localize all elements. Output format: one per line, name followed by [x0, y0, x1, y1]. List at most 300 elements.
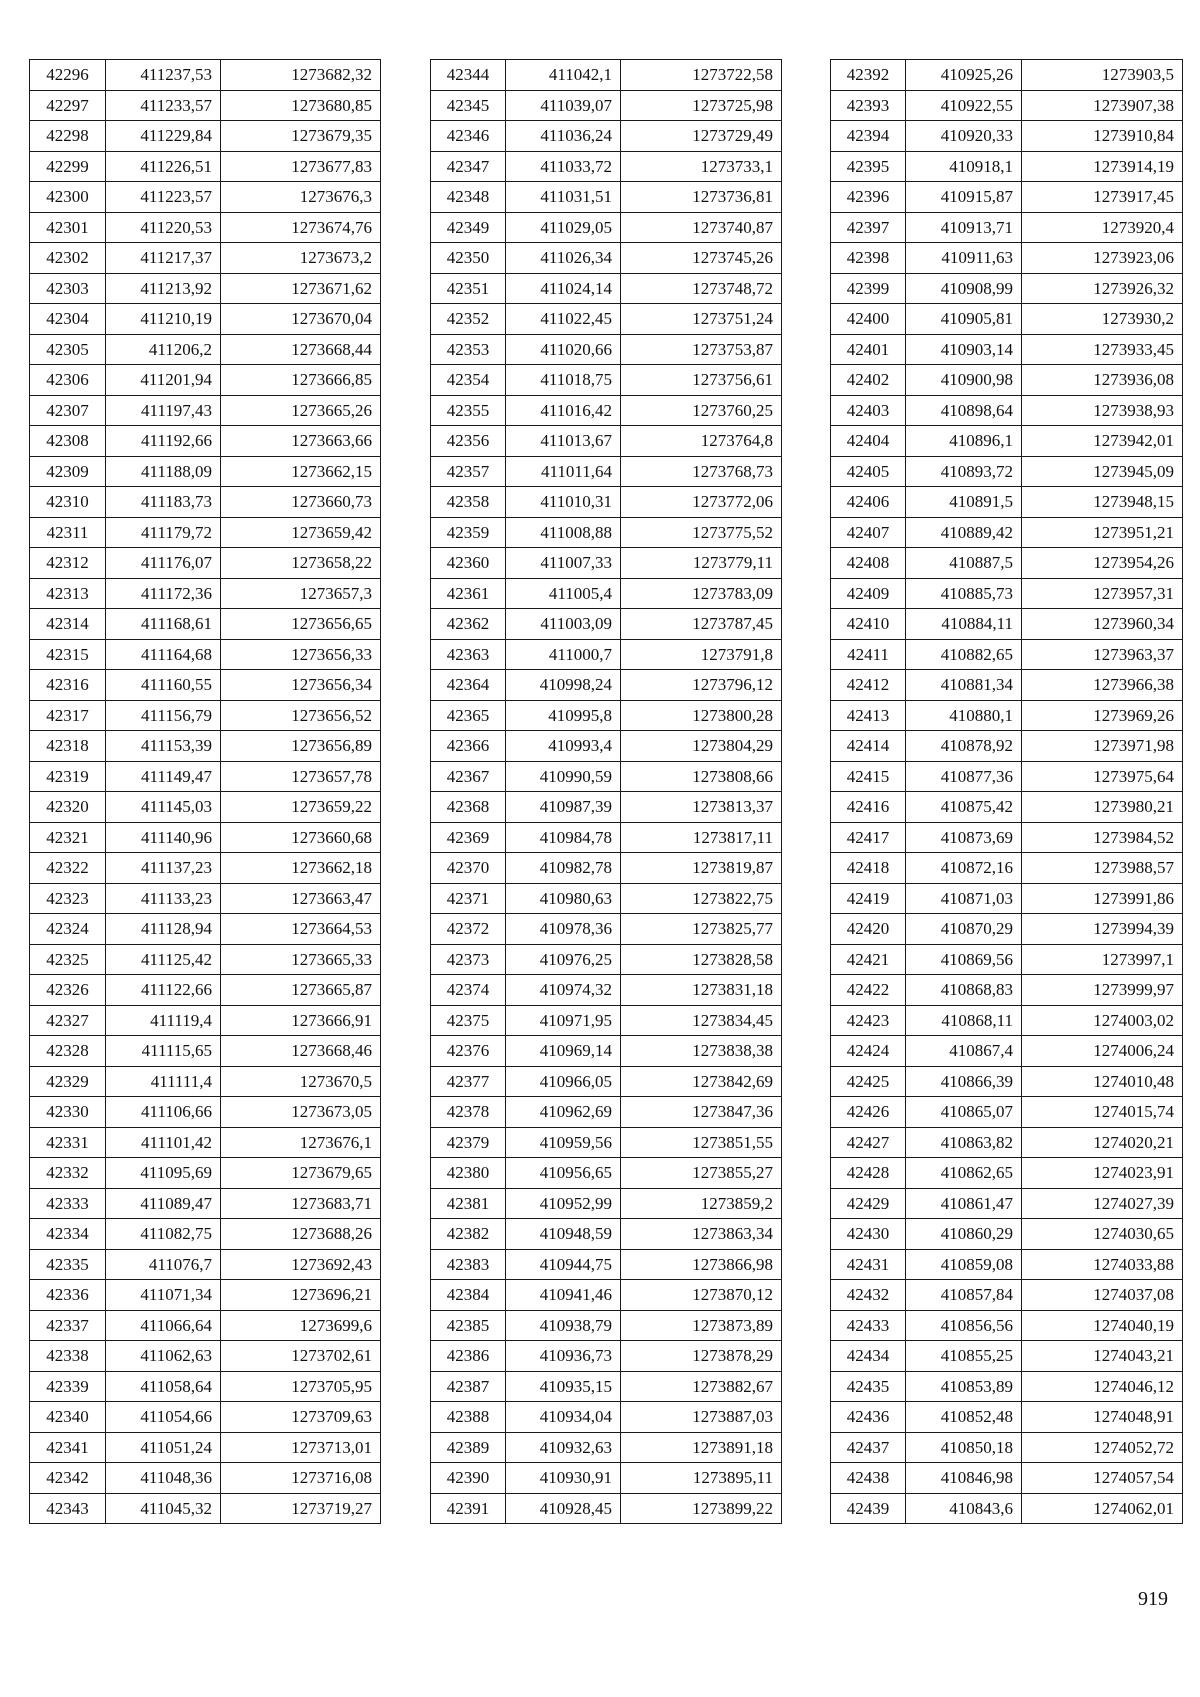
x-coordinate-cell: 411160,55: [106, 670, 221, 701]
y-coordinate-cell: 1273910,84: [1022, 121, 1183, 152]
point-number-cell: 42410: [831, 609, 906, 640]
point-number-cell: 42325: [30, 944, 106, 975]
point-number-cell: 42361: [431, 578, 506, 609]
point-number-cell: 42356: [431, 426, 506, 457]
x-coordinate-cell: 410974,32: [506, 975, 621, 1006]
x-coordinate-cell: 411197,43: [106, 395, 221, 426]
table-row: [831, 1097, 1183, 1128]
table-row: [30, 700, 381, 731]
x-coordinate-cell: 411119,4: [106, 1005, 221, 1036]
y-coordinate-cell: 1273736,81: [621, 182, 782, 213]
y-coordinate-cell: 1273971,98: [1022, 731, 1183, 762]
point-number-cell: 42327: [30, 1005, 106, 1036]
y-coordinate-cell: 1273817,11: [621, 822, 782, 853]
point-number-cell: 42387: [431, 1371, 506, 1402]
y-coordinate-cell: 1273891,18: [621, 1432, 782, 1463]
x-coordinate-cell: 410962,69: [506, 1097, 621, 1128]
y-coordinate-cell: 1273760,25: [621, 395, 782, 426]
table-row: [30, 1432, 381, 1463]
x-coordinate-cell: 411048,36: [106, 1463, 221, 1494]
point-number-cell: 42385: [431, 1310, 506, 1341]
table-row: [30, 548, 381, 579]
x-coordinate-cell: 411005,4: [506, 578, 621, 609]
table-row: [30, 1005, 381, 1036]
point-number-cell: 42397: [831, 212, 906, 243]
x-coordinate-cell: 410920,33: [906, 121, 1022, 152]
y-coordinate-cell: 1274033,88: [1022, 1249, 1183, 1280]
x-coordinate-cell: 410971,95: [506, 1005, 621, 1036]
y-coordinate-cell: 1274037,08: [1022, 1280, 1183, 1311]
point-number-cell: 42372: [431, 914, 506, 945]
table-row: [30, 1310, 381, 1341]
y-coordinate-cell: 1273674,76: [221, 212, 381, 243]
x-coordinate-cell: 411128,94: [106, 914, 221, 945]
table-row: [831, 883, 1183, 914]
point-number-cell: 42304: [30, 304, 106, 335]
point-number-cell: 42439: [831, 1493, 906, 1524]
table-row: [831, 1493, 1183, 1524]
point-number-cell: 42375: [431, 1005, 506, 1036]
x-coordinate-cell: 410859,08: [906, 1249, 1022, 1280]
y-coordinate-cell: 1273920,4: [1022, 212, 1183, 243]
table-row: [30, 243, 381, 274]
point-number-cell: 42303: [30, 273, 106, 304]
y-coordinate-cell: 1273923,06: [1022, 243, 1183, 274]
point-number-cell: 42398: [831, 243, 906, 274]
x-coordinate-cell: 410875,42: [906, 792, 1022, 823]
x-coordinate-cell: 410898,64: [906, 395, 1022, 426]
x-coordinate-cell: 410928,45: [506, 1493, 621, 1524]
x-coordinate-cell: 411007,33: [506, 548, 621, 579]
table-row: [431, 1158, 782, 1189]
point-number-cell: 42322: [30, 853, 106, 884]
point-number-cell: 42323: [30, 883, 106, 914]
point-number-cell: 42337: [30, 1310, 106, 1341]
page-number: 919: [1138, 1588, 1168, 1610]
x-coordinate-cell: 410846,98: [906, 1463, 1022, 1494]
point-number-cell: 42438: [831, 1463, 906, 1494]
table-row: [831, 1341, 1183, 1372]
table-row: [431, 731, 782, 762]
y-coordinate-cell: 1273772,06: [621, 487, 782, 518]
y-coordinate-cell: 1273847,36: [621, 1097, 782, 1128]
x-coordinate-cell: 410908,99: [906, 273, 1022, 304]
y-coordinate-cell: 1273677,83: [221, 151, 381, 182]
x-coordinate-cell: 410865,07: [906, 1097, 1022, 1128]
y-coordinate-cell: 1273679,65: [221, 1158, 381, 1189]
table-row: [431, 273, 782, 304]
point-number-cell: 42384: [431, 1280, 506, 1311]
point-number-cell: 42320: [30, 792, 106, 823]
x-coordinate-cell: 410956,65: [506, 1158, 621, 1189]
x-coordinate-cell: 410978,36: [506, 914, 621, 945]
table-row: [831, 1219, 1183, 1250]
point-number-cell: 42401: [831, 334, 906, 365]
table-row: [30, 1280, 381, 1311]
x-coordinate-cell: 411039,07: [506, 90, 621, 121]
x-coordinate-cell: 411011,64: [506, 456, 621, 487]
y-coordinate-cell: 1273870,12: [621, 1280, 782, 1311]
y-coordinate-cell: 1273851,55: [621, 1127, 782, 1158]
table-row: [30, 1219, 381, 1250]
table-row: [431, 1493, 782, 1524]
y-coordinate-cell: 1274040,19: [1022, 1310, 1183, 1341]
table-row: [431, 1402, 782, 1433]
y-coordinate-cell: 1273670,5: [221, 1066, 381, 1097]
point-number-cell: 42437: [831, 1432, 906, 1463]
y-coordinate-cell: 1273666,91: [221, 1005, 381, 1036]
x-coordinate-cell: 411164,68: [106, 639, 221, 670]
coordinate-table-body: [431, 60, 782, 1524]
y-coordinate-cell: 1273748,72: [621, 273, 782, 304]
y-coordinate-cell: 1273933,45: [1022, 334, 1183, 365]
y-coordinate-cell: 1273676,1: [221, 1127, 381, 1158]
x-coordinate-cell: 410891,5: [906, 487, 1022, 518]
point-number-cell: 42360: [431, 548, 506, 579]
table-row: [431, 60, 782, 91]
y-coordinate-cell: 1273791,8: [621, 639, 782, 670]
x-coordinate-cell: 411031,51: [506, 182, 621, 213]
table-row: [30, 212, 381, 243]
coordinate-table-body: [831, 60, 1183, 1524]
y-coordinate-cell: 1273813,37: [621, 792, 782, 823]
y-coordinate-cell: 1273702,61: [221, 1341, 381, 1372]
table-row: [30, 731, 381, 762]
point-number-cell: 42307: [30, 395, 106, 426]
table-row: [431, 975, 782, 1006]
table-row: [431, 304, 782, 335]
x-coordinate-cell: 410941,46: [506, 1280, 621, 1311]
y-coordinate-cell: 1273664,53: [221, 914, 381, 945]
y-coordinate-cell: 1273733,1: [621, 151, 782, 182]
y-coordinate-cell: 1274052,72: [1022, 1432, 1183, 1463]
point-number-cell: 42377: [431, 1066, 506, 1097]
x-coordinate-cell: 410925,26: [906, 60, 1022, 91]
y-coordinate-cell: 1273657,3: [221, 578, 381, 609]
y-coordinate-cell: 1273756,61: [621, 365, 782, 396]
y-coordinate-cell: 1273775,52: [621, 517, 782, 548]
point-number-cell: 42309: [30, 456, 106, 487]
x-coordinate-cell: 410918,1: [906, 151, 1022, 182]
point-number-cell: 42305: [30, 334, 106, 365]
table-row: [431, 1097, 782, 1128]
x-coordinate-cell: 411036,24: [506, 121, 621, 152]
x-coordinate-cell: 410867,4: [906, 1036, 1022, 1067]
y-coordinate-cell: 1273658,22: [221, 548, 381, 579]
table-row: [431, 700, 782, 731]
y-coordinate-cell: 1273682,32: [221, 60, 381, 91]
table-row: [831, 121, 1183, 152]
point-number-cell: 42400: [831, 304, 906, 335]
table-row: [431, 1005, 782, 1036]
x-coordinate-cell: 410896,1: [906, 426, 1022, 457]
x-coordinate-cell: 410944,75: [506, 1249, 621, 1280]
y-coordinate-cell: 1273705,95: [221, 1371, 381, 1402]
table-row: [431, 822, 782, 853]
point-number-cell: 42297: [30, 90, 106, 121]
x-coordinate-cell: 410868,11: [906, 1005, 1022, 1036]
table-row: [431, 1249, 782, 1280]
point-number-cell: 42424: [831, 1036, 906, 1067]
point-number-cell: 42354: [431, 365, 506, 396]
x-coordinate-cell: 410856,56: [906, 1310, 1022, 1341]
x-coordinate-cell: 411054,66: [106, 1402, 221, 1433]
table-row: [831, 182, 1183, 213]
y-coordinate-cell: 1273768,73: [621, 456, 782, 487]
point-number-cell: 42331: [30, 1127, 106, 1158]
point-number-cell: 42432: [831, 1280, 906, 1311]
point-number-cell: 42392: [831, 60, 906, 91]
table-row: [431, 365, 782, 396]
y-coordinate-cell: 1274057,54: [1022, 1463, 1183, 1494]
x-coordinate-cell: 410882,65: [906, 639, 1022, 670]
x-coordinate-cell: 411058,64: [106, 1371, 221, 1402]
x-coordinate-cell: 410998,24: [506, 670, 621, 701]
point-number-cell: 42359: [431, 517, 506, 548]
y-coordinate-cell: 1273834,45: [621, 1005, 782, 1036]
point-number-cell: 42366: [431, 731, 506, 762]
table-row: [431, 1219, 782, 1250]
point-number-cell: 42333: [30, 1188, 106, 1219]
y-coordinate-cell: 1273999,97: [1022, 975, 1183, 1006]
point-number-cell: 42386: [431, 1341, 506, 1372]
y-coordinate-cell: 1273665,26: [221, 395, 381, 426]
point-number-cell: 42414: [831, 731, 906, 762]
point-number-cell: 42314: [30, 609, 106, 640]
x-coordinate-cell: 410885,73: [906, 578, 1022, 609]
x-coordinate-cell: 410873,69: [906, 822, 1022, 853]
table-row: [30, 90, 381, 121]
point-number-cell: 42343: [30, 1493, 106, 1524]
point-number-cell: 42362: [431, 609, 506, 640]
table-row: [30, 1158, 381, 1189]
point-number-cell: 42353: [431, 334, 506, 365]
table-row: [30, 273, 381, 304]
point-number-cell: 42382: [431, 1219, 506, 1250]
y-coordinate-cell: 1273800,28: [621, 700, 782, 731]
x-coordinate-cell: 411233,57: [106, 90, 221, 121]
x-coordinate-cell: 411020,66: [506, 334, 621, 365]
x-coordinate-cell: 411024,14: [506, 273, 621, 304]
table-row: [30, 304, 381, 335]
table-row: [431, 1463, 782, 1494]
table-row: [431, 121, 782, 152]
y-coordinate-cell: 1273665,87: [221, 975, 381, 1006]
y-coordinate-cell: 1274010,48: [1022, 1066, 1183, 1097]
table-row: [431, 395, 782, 426]
table-row: [831, 1402, 1183, 1433]
x-coordinate-cell: 410860,29: [906, 1219, 1022, 1250]
y-coordinate-cell: 1273663,66: [221, 426, 381, 457]
x-coordinate-cell: 410935,15: [506, 1371, 621, 1402]
x-coordinate-cell: 411125,42: [106, 944, 221, 975]
y-coordinate-cell: 1273660,73: [221, 487, 381, 518]
point-number-cell: 42326: [30, 975, 106, 1006]
x-coordinate-cell: 411229,84: [106, 121, 221, 152]
y-coordinate-cell: 1273966,38: [1022, 670, 1183, 701]
point-number-cell: 42299: [30, 151, 106, 182]
point-number-cell: 42409: [831, 578, 906, 609]
x-coordinate-cell: 411140,96: [106, 822, 221, 853]
y-coordinate-cell: 1273656,52: [221, 700, 381, 731]
table-row: [30, 1402, 381, 1433]
y-coordinate-cell: 1273828,58: [621, 944, 782, 975]
x-coordinate-cell: 411237,53: [106, 60, 221, 91]
x-coordinate-cell: 411062,63: [106, 1341, 221, 1372]
x-coordinate-cell: 410982,78: [506, 853, 621, 884]
y-coordinate-cell: 1273938,93: [1022, 395, 1183, 426]
table-row: [30, 456, 381, 487]
table-row: [30, 517, 381, 548]
y-coordinate-cell: 1273895,11: [621, 1463, 782, 1494]
y-coordinate-cell: 1273779,11: [621, 548, 782, 579]
x-coordinate-cell: 411168,61: [106, 609, 221, 640]
table-row: [431, 151, 782, 182]
table-row: [831, 212, 1183, 243]
x-coordinate-cell: 410980,63: [506, 883, 621, 914]
table-row: [30, 60, 381, 91]
table-row: [30, 1463, 381, 1494]
x-coordinate-cell: 410905,81: [906, 304, 1022, 335]
y-coordinate-cell: 1273729,49: [621, 121, 782, 152]
table-row: [831, 639, 1183, 670]
point-number-cell: 42298: [30, 121, 106, 152]
table-row: [30, 914, 381, 945]
y-coordinate-cell: 1273936,08: [1022, 365, 1183, 396]
y-coordinate-cell: 1273997,1: [1022, 944, 1183, 975]
y-coordinate-cell: 1273683,71: [221, 1188, 381, 1219]
table-row: [431, 456, 782, 487]
y-coordinate-cell: 1274043,21: [1022, 1341, 1183, 1372]
y-coordinate-cell: 1273942,01: [1022, 426, 1183, 457]
y-coordinate-cell: 1273716,08: [221, 1463, 381, 1494]
y-coordinate-cell: 1273960,34: [1022, 609, 1183, 640]
table-row: [431, 1280, 782, 1311]
x-coordinate-cell: 411082,75: [106, 1219, 221, 1250]
table-row: [30, 395, 381, 426]
x-coordinate-cell: 410993,4: [506, 731, 621, 762]
x-coordinate-cell: 410889,42: [906, 517, 1022, 548]
x-coordinate-cell: 411111,4: [106, 1066, 221, 1097]
x-coordinate-cell: 410995,8: [506, 700, 621, 731]
x-coordinate-cell: 410887,5: [906, 548, 1022, 579]
y-coordinate-cell: 1273831,18: [621, 975, 782, 1006]
y-coordinate-cell: 1273917,45: [1022, 182, 1183, 213]
table-row: [831, 1005, 1183, 1036]
table-row: [831, 578, 1183, 609]
table-row: [30, 182, 381, 213]
table-row: [431, 1127, 782, 1158]
point-number-cell: 42412: [831, 670, 906, 701]
table-row: [431, 426, 782, 457]
point-number-cell: 42316: [30, 670, 106, 701]
x-coordinate-cell: 410878,92: [906, 731, 1022, 762]
y-coordinate-cell: 1273994,39: [1022, 914, 1183, 945]
y-coordinate-cell: 1273673,05: [221, 1097, 381, 1128]
table-row: [30, 487, 381, 518]
table-row: [431, 639, 782, 670]
table-row: [831, 1066, 1183, 1097]
y-coordinate-cell: 1274023,91: [1022, 1158, 1183, 1189]
y-coordinate-cell: 1273963,37: [1022, 639, 1183, 670]
table-row: [431, 853, 782, 884]
y-coordinate-cell: 1273804,29: [621, 731, 782, 762]
point-number-cell: 42416: [831, 792, 906, 823]
table-row: [831, 548, 1183, 579]
point-number-cell: 42434: [831, 1341, 906, 1372]
x-coordinate-cell: 410987,39: [506, 792, 621, 823]
y-coordinate-cell: 1274015,74: [1022, 1097, 1183, 1128]
table-row: [30, 792, 381, 823]
point-number-cell: 42367: [431, 761, 506, 792]
table-row: [831, 273, 1183, 304]
x-coordinate-cell: 410863,82: [906, 1127, 1022, 1158]
point-number-cell: 42380: [431, 1158, 506, 1189]
table-row: [831, 90, 1183, 121]
y-coordinate-cell: 1274062,01: [1022, 1493, 1183, 1524]
table-row: [30, 1249, 381, 1280]
x-coordinate-cell: 411042,1: [506, 60, 621, 91]
x-coordinate-cell: 411217,37: [106, 243, 221, 274]
x-coordinate-cell: 410893,72: [906, 456, 1022, 487]
point-number-cell: 42296: [30, 60, 106, 91]
point-number-cell: 42342: [30, 1463, 106, 1494]
y-coordinate-cell: 1273673,2: [221, 243, 381, 274]
x-coordinate-cell: 411176,07: [106, 548, 221, 579]
table-row: [831, 1158, 1183, 1189]
table-row: [431, 914, 782, 945]
y-coordinate-cell: 1273980,21: [1022, 792, 1183, 823]
table-row: [831, 792, 1183, 823]
coordinate-table-body: [30, 60, 381, 1524]
x-coordinate-cell: 411179,72: [106, 517, 221, 548]
table-row: [831, 365, 1183, 396]
point-number-cell: 42335: [30, 1249, 106, 1280]
point-number-cell: 42336: [30, 1280, 106, 1311]
x-coordinate-cell: 411071,34: [106, 1280, 221, 1311]
y-coordinate-cell: 1273745,26: [621, 243, 782, 274]
y-coordinate-cell: 1273907,38: [1022, 90, 1183, 121]
y-coordinate-cell: 1273709,63: [221, 1402, 381, 1433]
y-coordinate-cell: 1273656,34: [221, 670, 381, 701]
point-number-cell: 42418: [831, 853, 906, 884]
table-row: [431, 883, 782, 914]
x-coordinate-cell: 410911,63: [906, 243, 1022, 274]
x-coordinate-cell: 410984,78: [506, 822, 621, 853]
point-number-cell: 42301: [30, 212, 106, 243]
y-coordinate-cell: 1273878,29: [621, 1341, 782, 1372]
table-row: [831, 822, 1183, 853]
point-number-cell: 42381: [431, 1188, 506, 1219]
point-number-cell: 42405: [831, 456, 906, 487]
point-number-cell: 42312: [30, 548, 106, 579]
y-coordinate-cell: 1273666,85: [221, 365, 381, 396]
point-number-cell: 42396: [831, 182, 906, 213]
point-number-cell: 42319: [30, 761, 106, 792]
table-row: [831, 670, 1183, 701]
table-row: [30, 975, 381, 1006]
y-coordinate-cell: 1273899,22: [621, 1493, 782, 1524]
table-row: [431, 761, 782, 792]
point-number-cell: 42330: [30, 1097, 106, 1128]
table-row: [831, 1463, 1183, 1494]
y-coordinate-cell: 1273722,58: [621, 60, 782, 91]
point-number-cell: 42365: [431, 700, 506, 731]
y-coordinate-cell: 1273882,67: [621, 1371, 782, 1402]
point-number-cell: 42352: [431, 304, 506, 335]
y-coordinate-cell: 1273796,12: [621, 670, 782, 701]
x-coordinate-cell: 410903,14: [906, 334, 1022, 365]
